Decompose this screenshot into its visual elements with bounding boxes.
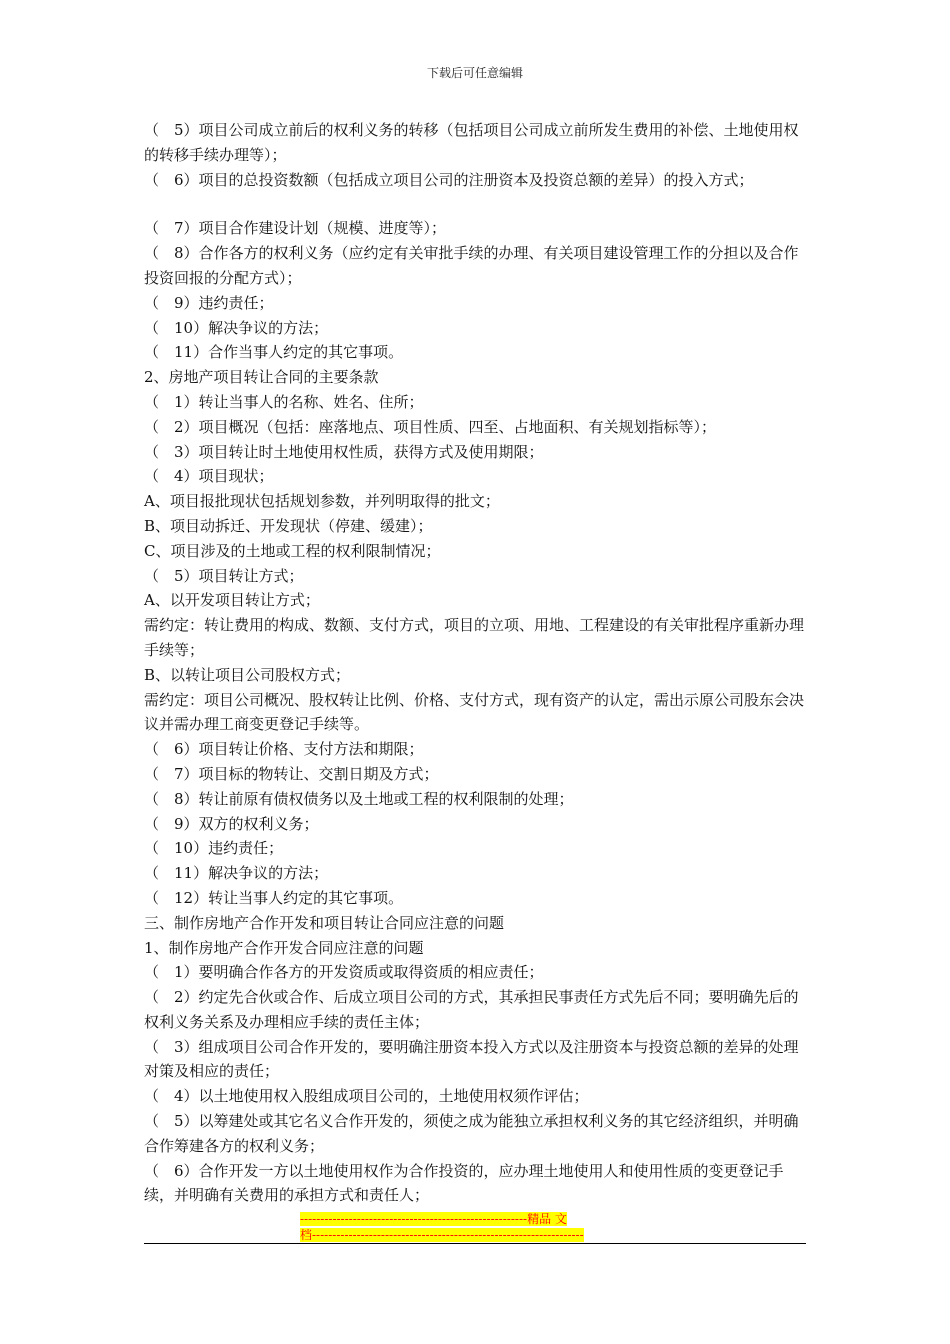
paragraph: （ 8）转让前原有债权债务以及土地或工程的权利限制的处理； (144, 789, 574, 808)
paragraph: 需约定：转让费用的构成、数额、支付方式，项目的立项、用地、工程建设的有关审批程序重新办理手续等； (144, 616, 805, 659)
paragraph: （ 4）项目现状； (144, 467, 274, 486)
paragraph: A、以开发项目转让方式； (144, 591, 320, 610)
paragraph: （ 5）以筹建处或其它名义合作开发的，须使之成为能独立承担权利义务的其它经济组织，并明确合作筹建各方的权利义务； (144, 1112, 799, 1155)
paragraph: （ 10）违约责任； (144, 839, 284, 858)
footer-watermark-line2: 档------------------------------------------------------------------- (300, 1228, 584, 1242)
paragraph: （ 4）以土地使用权入股组成项目公司的，土地使用权须作评估； (144, 1087, 589, 1106)
paragraph: （ 1）要明确合作各方的开发资质或取得资质的相应责任； (144, 963, 544, 982)
paragraph: B、以转让项目公司股权方式； (144, 665, 351, 684)
paragraph: （ 6）项目转让价格、支付方法和期限； (144, 740, 424, 759)
paragraph: 需约定：项目公司概况、股权转让比例、价格、支付方式，现有资产的认定，需出示原公司股东会决议并需办理工商变更登记手续等。 (144, 690, 805, 734)
paragraph: （ 9）违约责任； (144, 293, 274, 312)
paragraph: （ 5）项目转让方式； (144, 566, 304, 585)
section-heading: 2、房地产项目转让合同的主要条款 (144, 368, 379, 387)
paragraph: （ 7）项目合作建设计划（规模、进度等）； (144, 219, 447, 238)
paragraph: A、项目报批现状包括规划参数，并列明取得的批文； (144, 492, 500, 511)
document-body (144, 118, 810, 1208)
footer-watermark-line1: --------------------------------------------------------精品 文 (300, 1212, 567, 1226)
paragraph: （ 3）组成项目公司合作开发的，要明确注册资本投入方式以及注册资本与投资总额的差异的处理对策及相应的责任； (144, 1037, 799, 1081)
paragraph: （ 8）合作各方的权利义务（应约定有关审批手续的办理、有关项目建设管理工作的分担以及合作投资回报的分配方式）； (144, 244, 799, 287)
paragraph: B、项目动拆迁、开发现状（停建、缓建）； (144, 516, 433, 535)
paragraph: （ 3）项目转让时土地使用权性质，获得方式及使用期限； (144, 442, 544, 461)
paragraph: （ 1）转让当事人的名称、姓名、住所； (144, 392, 424, 411)
paragraph: （ 5）项目公司成立前后的权利义务的转移（包括项目公司成立前所发生费用的补偿、土地使用权的转移手续办理等）； (144, 121, 799, 164)
paragraph: （ 6）项目的总投资数额（包括成立项目公司的注册资本及投资总额的差异）的投入方式； (144, 170, 754, 189)
paragraph: （ 2）约定先合伙或合作、后成立项目公司的方式，其承担民事责任方式先后不同；要明确先后的权利义务关系及办理相应手续的责任主体； (144, 988, 799, 1031)
paragraph: （ 2）项目概况（包括：座落地点、项目性质、四至、占地面积、有关规划指标等）； (144, 417, 717, 436)
paragraph: （ 11）合作当事人约定的其它事项。 (144, 343, 404, 362)
footer-watermark (300, 1211, 650, 1243)
paragraph: （ 7）项目标的物转让、交割日期及方式； (144, 764, 439, 783)
page-header: 下载后可任意编辑 (426, 66, 523, 80)
section-heading: 1、制作房地产合作开发合同应注意的问题 (144, 938, 424, 957)
paragraph: （ 9）双方的权利义务； (144, 814, 319, 833)
paragraph: C、项目涉及的土地或工程的权利限制情况； (144, 541, 441, 560)
paragraph: （ 12）转让当事人约定的其它事项。 (144, 888, 404, 907)
footer-divider (144, 1243, 806, 1244)
paragraph: （ 10）解决争议的方法； (144, 318, 329, 337)
paragraph: （ 6）合作开发一方以土地使用权作为合作投资的，应办理土地使用人和使用性质的变更登记手续，并明确有关费用的承担方式和责任人； (144, 1161, 784, 1205)
section-heading: 三、制作房地产合作开发和项目转让合同应注意的问题 (144, 913, 505, 932)
paragraph: （ 11）解决争议的方法； (144, 864, 329, 883)
